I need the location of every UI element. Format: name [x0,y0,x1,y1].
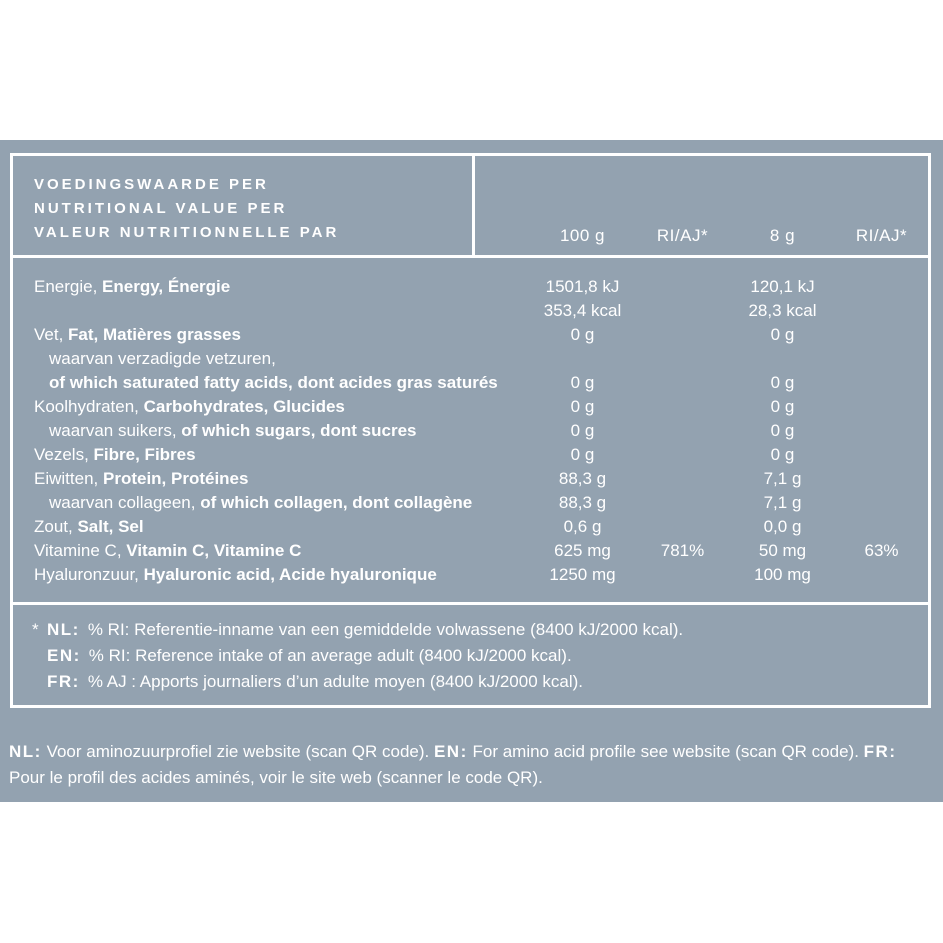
row-label-plain: Vezels, [34,445,94,464]
value-cell-100g: 88,3 g [558,469,607,488]
value-cell-ri-aj-2 [835,323,928,347]
note-text-nl: Voor aminozuurprofiel zie website (scan QR code). [46,742,434,761]
table-row [13,419,928,443]
row-label-plain: Eiwitten, [34,469,103,488]
value-cell-ri-aj-1 [635,299,730,323]
value-cell-8g: 50 mg [758,541,807,560]
row-label-bold: of which sugars, dont sucres [181,421,417,440]
value-cell-8g: 7,1 g [763,469,802,488]
row-label-plain: Vet, [34,325,69,344]
row-label-bold: Salt, Sel [77,517,144,536]
footnote-lang-label: FR: [47,672,80,691]
value-cell-100g: 0 g [570,397,595,416]
value-cell-ri-aj-1: 781% [660,541,705,560]
value-cell-100g: 1250 mg [549,565,616,584]
row-label-bold: Vitamin C, Vitamine C [126,541,302,560]
row-label [13,563,530,587]
value-cell-100g [530,347,635,371]
nutrition-table [10,153,931,708]
table-row [13,467,928,491]
table-title-line-nl: VOEDINGSWAARDE PER [34,176,269,193]
value-cell-ri-aj-2 [835,443,928,467]
value-cell-ri-aj-1 [635,491,730,515]
note-text-fr: Pour le profil des acides aminés, voir le site web (scanner le code QR). [9,768,543,787]
table-title [13,156,475,255]
value-cell-ri-aj-2 [835,395,928,419]
footnote-en [32,643,908,669]
value-cell-ri-aj-2 [835,347,928,371]
value-cell-100g: 0 g [570,421,595,440]
note-lang-label-fr: FR: [863,742,897,761]
row-label [13,395,530,419]
table-title-line-en: NUTRITIONAL VALUE PER [34,200,288,217]
row-label-bold: Energy, Énergie [102,277,231,296]
value-cell-ri-aj-1 [635,515,730,539]
value-cell-8g: 0,0 g [763,517,802,536]
row-label [13,347,530,371]
table-row [13,347,928,371]
table-row [13,323,928,347]
table-row [13,563,928,587]
value-cell-100g: 0 g [570,373,595,392]
value-cell-8g: 0 g [770,325,795,344]
table-title-line-fr: VALEUR NUTRITIONNELLE PAR [34,224,340,241]
footnote-asterisk: * [32,620,39,639]
value-cell-ri-aj-2 [835,275,928,299]
column-header-ri-aj-1: RI/AJ* [656,226,709,245]
column-headers [475,156,928,255]
row-label [13,323,530,347]
note-text-en: For amino acid profile see website (scan QR code). [472,742,864,761]
row-label-bold: Protein, Protéines [102,469,249,488]
row-label [13,515,530,539]
row-label [13,299,530,323]
row-label [13,371,530,395]
row-label-bold: Carbohydrates, Glucides [143,397,345,416]
value-cell-100g: 0 g [570,445,595,464]
value-cell-8g: 7,1 g [763,493,802,512]
value-cell-100g: 353,4 kcal [543,301,622,320]
note-lang-label-en: EN: [433,742,468,761]
value-cell-ri-aj-1 [635,419,730,443]
value-cell-ri-aj-2 [835,491,928,515]
footnote-lang-label: NL: [47,620,80,639]
value-cell-ri-aj-2 [835,299,928,323]
value-cell-8g: 0 g [770,421,795,440]
value-cell-100g: 0,6 g [563,517,602,536]
row-label-plain: Energie, [34,277,103,296]
table-row [13,299,928,323]
table-footnotes [13,605,928,695]
value-cell-ri-aj-1 [635,443,730,467]
row-label-bold: Hyaluronic acid, Acide hyaluronique [143,565,437,584]
value-cell-ri-aj-2 [835,419,928,443]
table-row [13,395,928,419]
value-cell-8g: 100 mg [754,565,811,584]
row-label [13,539,530,563]
table-row [13,491,928,515]
value-cell-100g: 1501,8 kJ [545,277,620,296]
table-row [13,443,928,467]
row-label [13,419,530,443]
value-cell-8g: 120,1 kJ [750,277,815,296]
value-cell-ri-aj-2 [835,467,928,491]
table-body [13,258,928,605]
row-label-bold: of which collagen, dont collagène [200,493,473,512]
table-row [13,371,928,395]
value-cell-8g: 0 g [770,445,795,464]
value-cell-ri-aj-2 [835,515,928,539]
table-row [13,515,928,539]
value-cell-100g: 0 g [570,325,595,344]
row-label-bold: Fat, Matières grasses [68,325,241,344]
value-cell-ri-aj-1 [635,395,730,419]
row-label-plain: waarvan verzadigde vetzuren, [49,349,276,368]
footnote-nl [32,617,908,643]
row-label-plain: waarvan collageen, [49,493,201,512]
footnote-fr [32,669,908,695]
footnote-asterisk [32,669,47,695]
value-cell-ri-aj-2 [835,563,928,587]
nutrition-panel [0,140,943,802]
column-header-ri-aj-2: RI/AJ* [855,226,908,245]
value-cell-ri-aj-1 [635,371,730,395]
footnote-lang-label: EN: [47,646,81,665]
table-row [13,539,928,563]
value-cell-ri-aj-1 [635,467,730,491]
row-label [13,467,530,491]
value-cell-ri-aj-1 [635,275,730,299]
footnote-asterisk [32,643,47,669]
value-cell-8g [730,347,835,371]
row-label-plain: Hyaluronzuur, [34,565,144,584]
value-cell-100g: 88,3 g [558,493,607,512]
row-label-bold: Fibre, Fibres [93,445,196,464]
value-cell-ri-aj-1 [635,347,730,371]
amino-acid-note [9,739,935,791]
row-label [13,491,530,515]
footnote-text: % RI: Referentie-inname van een gemiddelde volwassene (8400 kJ/2000 kcal). [87,620,684,639]
table-row [13,275,928,299]
column-header-100g: 100 g [559,226,606,245]
value-cell-ri-aj-2 [835,371,928,395]
row-label-bold: of which saturated fatty acids, dont acides gras saturés [49,373,498,392]
value-cell-8g: 28,3 kcal [748,301,817,320]
row-label [13,443,530,467]
row-label-plain: Zout, [34,517,78,536]
row-label-plain: Koolhydraten, [34,397,144,416]
value-cell-8g: 0 g [770,373,795,392]
column-header-8g: 8 g [769,226,796,245]
value-cell-ri-aj-1 [635,323,730,347]
row-label-plain: waarvan suikers, [49,421,182,440]
value-cell-8g: 0 g [770,397,795,416]
value-cell-100g: 625 mg [554,541,611,560]
value-cell-ri-aj-1 [635,563,730,587]
note-lang-label-nl: NL: [9,742,42,761]
value-cell-ri-aj-2: 63% [864,541,899,560]
footnote-text: % AJ : Apports journaliers d’un adulte moyen (8400 kJ/2000 kcal). [87,672,583,691]
footnote-text: % RI: Reference intake of an average adult (8400 kJ/2000 kcal). [88,646,572,665]
table-header [13,156,928,258]
row-label [13,275,530,299]
row-label-plain: Vitamine C, [34,541,127,560]
